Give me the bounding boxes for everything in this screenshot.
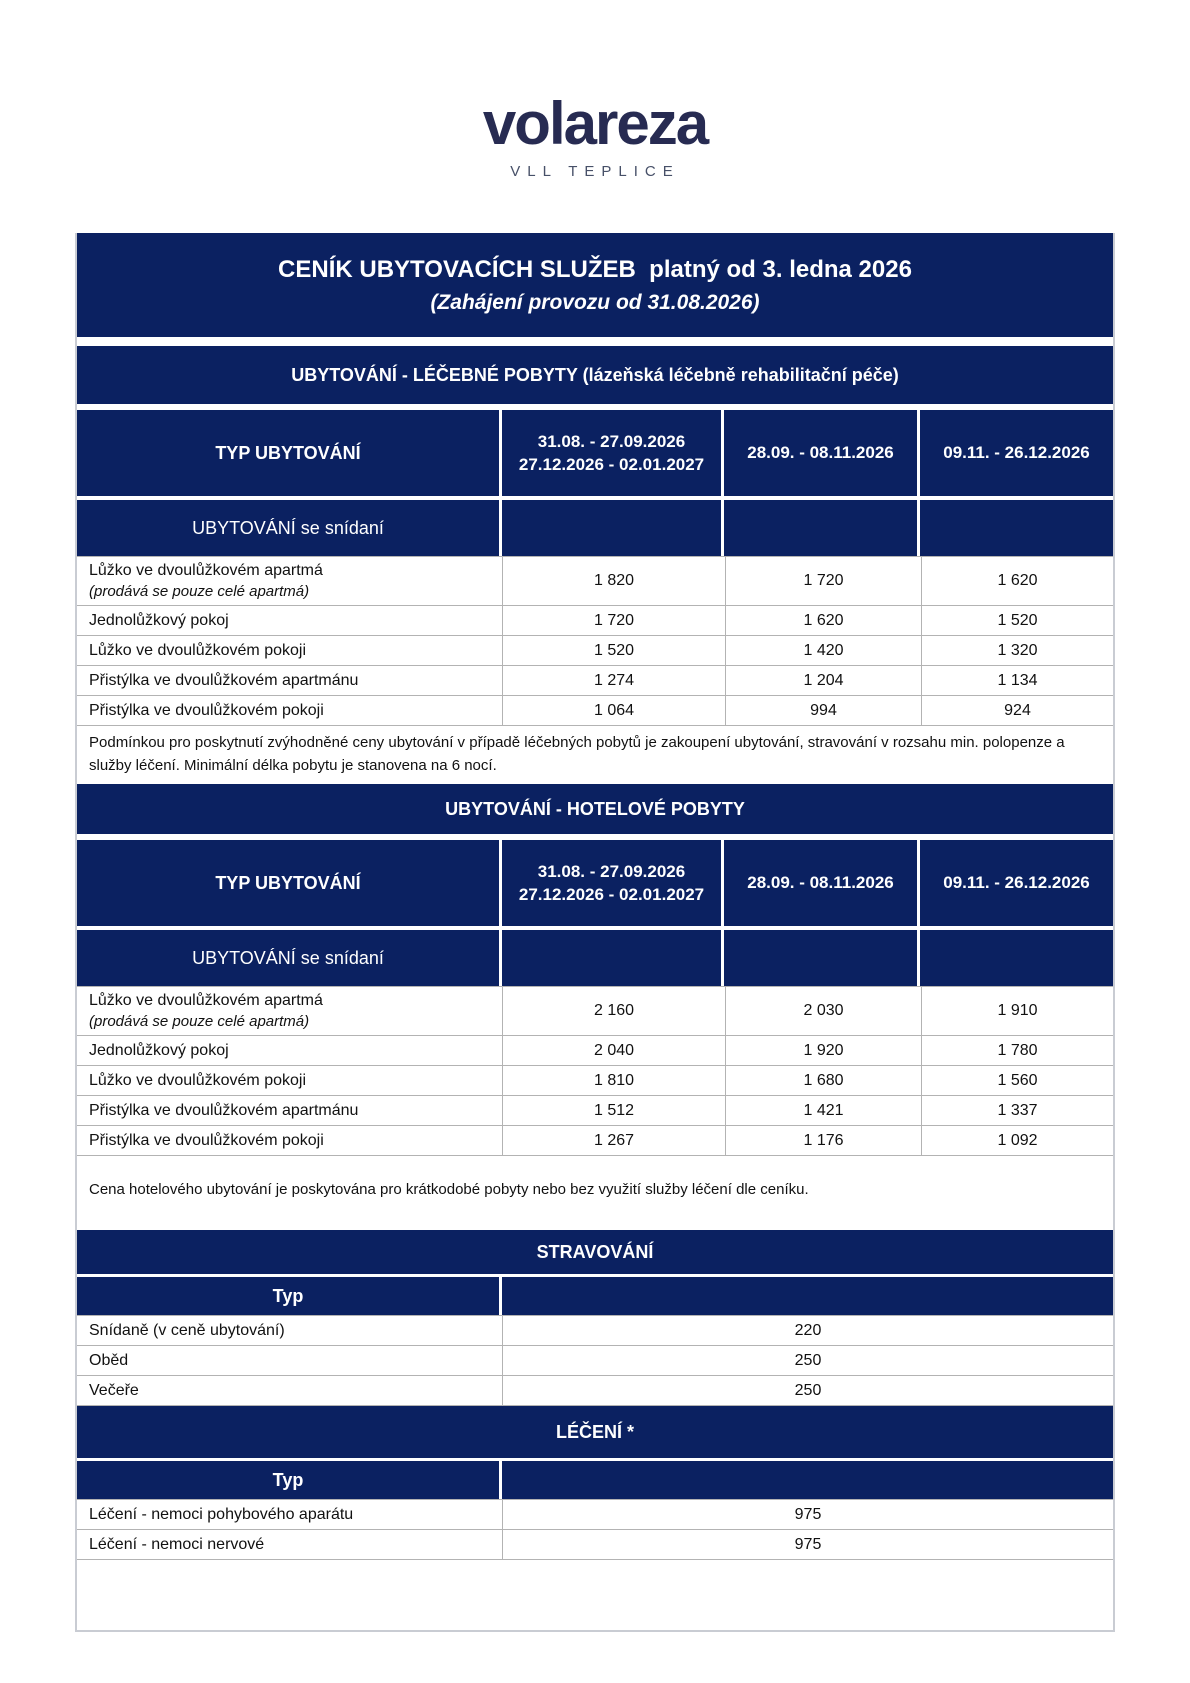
price-cell: 1 620 <box>921 557 1113 605</box>
column-header-typ-ubytovani: TYP UBYTOVÁNÍ <box>77 410 499 496</box>
subheader-empty-cell <box>920 500 1113 556</box>
room-type-label: Přistýlka ve dvoulůžkovém apartmánu <box>89 1102 359 1119</box>
logo-subtitle: VLL TEPLICE <box>510 163 680 180</box>
empty-footer-area <box>77 1560 1113 1630</box>
leceni-rows <box>77 1499 1113 1560</box>
meal-label: Večeře <box>89 1381 139 1399</box>
price-cell: 1 520 <box>502 636 725 665</box>
column-header-empty <box>502 1277 1113 1315</box>
room-type-label: Přistýlka ve dvoulůžkovém pokoji <box>89 1132 324 1149</box>
column-header-typ: Typ <box>77 1461 499 1499</box>
price-cell: 1 421 <box>725 1096 921 1125</box>
table-row <box>77 1376 1113 1406</box>
column-header-season1 <box>502 840 721 926</box>
table-row <box>77 1096 1113 1126</box>
table-row <box>77 1346 1113 1376</box>
price-cell: 1 176 <box>725 1126 921 1155</box>
room-type-subtext: (prodává se pouze celé apartmá) <box>89 583 310 600</box>
meal-label: Snídaně (v ceně ubytování) <box>89 1321 285 1339</box>
price-list-subtitle: (Zahájení provozu od 31.08.2026) <box>430 290 760 314</box>
price-cell: 1 512 <box>502 1096 725 1125</box>
lecebne-table-header <box>77 410 1113 496</box>
subheader-ubytovani-se-snidani: UBYTOVÁNÍ se snídaní <box>77 930 499 986</box>
column-header-season2: 28.09. - 08.11.2026 <box>724 840 917 926</box>
table-row <box>77 1316 1113 1346</box>
room-type-label: Přistýlka ve dvoulůžkovém pokoji <box>89 702 324 719</box>
price-cell: 1 064 <box>502 696 725 725</box>
subheader-empty-cell <box>502 930 721 986</box>
room-type-label <box>77 987 502 1035</box>
price-cell: 2 030 <box>725 987 921 1035</box>
price-cell: 1 134 <box>921 666 1113 695</box>
room-type-label: Lůžko ve dvoulůžkovém pokoji <box>89 1072 307 1089</box>
table-row <box>77 636 1113 666</box>
room-type-label: Jednolůžkový pokoj <box>89 612 229 629</box>
price-cell: 1 420 <box>725 636 921 665</box>
price-cell: 1 720 <box>725 557 921 605</box>
lecebne-subheader-row <box>77 500 1113 556</box>
price-cell: 1 620 <box>725 606 921 635</box>
table-row <box>77 557 1113 606</box>
subheader-empty-cell <box>502 500 721 556</box>
table-row <box>77 1036 1113 1066</box>
hotelove-rows <box>77 986 1113 1156</box>
price-cell: 1 274 <box>502 666 725 695</box>
price-cell: 250 <box>502 1346 1113 1375</box>
table-row <box>77 1500 1113 1530</box>
price-cell: 2 160 <box>502 987 725 1035</box>
section-header-hotelove: UBYTOVÁNÍ - HOTELOVÉ POBYTY <box>77 784 1113 834</box>
subheader-empty-cell <box>724 500 917 556</box>
subheader-empty-cell <box>724 930 917 986</box>
price-cell: 220 <box>502 1316 1113 1345</box>
price-cell: 1 267 <box>502 1126 725 1155</box>
room-type-subtext: (prodává se pouze celé apartmá) <box>89 1013 310 1030</box>
price-list-document <box>75 233 1115 1632</box>
room-type-text: Lůžko ve dvoulůžkovém apartmá <box>89 992 323 1009</box>
price-cell: 1 560 <box>921 1066 1113 1095</box>
stravovani-rows <box>77 1315 1113 1406</box>
section-header-leceni: LÉČENÍ * <box>77 1406 1113 1458</box>
season1-line1: 31.08. - 27.09.2026 <box>537 432 686 451</box>
season1-line1: 31.08. - 27.09.2026 <box>537 862 686 881</box>
room-type-label: Jednolůžkový pokoj <box>89 1042 229 1059</box>
subheader-empty-cell <box>920 930 1113 986</box>
column-header-season2: 28.09. - 08.11.2026 <box>724 410 917 496</box>
room-type-label: Přistýlka ve dvoulůžkovém apartmánu <box>89 672 359 689</box>
table-row <box>77 696 1113 726</box>
lecebne-note: Podmínkou pro poskytnutí zvýhodněné ceny ubytování v případě léčebných pobytů je zakoupení ubytování, stravování v rozsahu min. polopenze a služby léčení. Minimální délka pobytu je stanovena na 6 nocí. <box>77 726 1113 782</box>
price-cell: 1 092 <box>921 1126 1113 1155</box>
table-row <box>77 1126 1113 1156</box>
price-cell: 1 320 <box>921 636 1113 665</box>
price-cell: 1 520 <box>921 606 1113 635</box>
price-cell: 975 <box>502 1500 1113 1529</box>
subheader-ubytovani-se-snidani: UBYTOVÁNÍ se snídaní <box>77 500 499 556</box>
treatment-label: Léčení - nemoci pohybového aparátu <box>89 1505 354 1523</box>
treatment-label: Léčení - nemoci nervové <box>89 1535 265 1553</box>
price-cell: 975 <box>502 1530 1113 1559</box>
hotelove-table-header <box>77 840 1113 926</box>
column-header-season1 <box>502 410 721 496</box>
price-cell: 994 <box>725 696 921 725</box>
room-type-text: Lůžko ve dvoulůžkovém apartmá <box>89 562 323 579</box>
section-header-stravovani: STRAVOVÁNÍ <box>77 1230 1113 1274</box>
stravovani-table-header <box>77 1277 1113 1315</box>
price-cell: 924 <box>921 696 1113 725</box>
price-cell: 1 920 <box>725 1036 921 1065</box>
price-list-title: CENÍK UBYTOVACÍCH SLUŽEB platný od 3. ledna 2026 <box>278 255 912 283</box>
table-row <box>77 666 1113 696</box>
table-row <box>77 987 1113 1036</box>
table-row <box>77 1066 1113 1096</box>
season1-line2: 27.12.2026 - 02.01.2027 <box>518 455 705 474</box>
price-cell: 1 204 <box>725 666 921 695</box>
price-cell: 1 780 <box>921 1036 1113 1065</box>
column-header-typ: Typ <box>77 1277 499 1315</box>
hotelove-subheader-row <box>77 930 1113 986</box>
price-cell: 1 810 <box>502 1066 725 1095</box>
price-cell: 1 337 <box>921 1096 1113 1125</box>
leceni-table-header <box>77 1461 1113 1499</box>
price-cell: 250 <box>502 1376 1113 1405</box>
price-cell: 1 820 <box>502 557 725 605</box>
column-header-season3: 09.11. - 26.12.2026 <box>920 410 1113 496</box>
price-cell: 1 680 <box>725 1066 921 1095</box>
room-type-label: Lůžko ve dvoulůžkovém pokoji <box>89 642 307 659</box>
title-banner <box>77 233 1113 337</box>
price-cell: 1 910 <box>921 987 1113 1035</box>
table-row <box>77 606 1113 636</box>
logo-wordmark: volareza <box>482 90 708 157</box>
price-cell: 1 720 <box>502 606 725 635</box>
logo <box>0 90 1190 180</box>
column-header-season3: 09.11. - 26.12.2026 <box>920 840 1113 926</box>
section-header-lecebne: UBYTOVÁNÍ - LÉČEBNÉ POBYTY (lázeňská léčebně rehabilitační péče) <box>77 346 1113 404</box>
season1-line2: 27.12.2026 - 02.01.2027 <box>518 885 705 904</box>
column-header-typ-ubytovani: TYP UBYTOVÁNÍ <box>77 840 499 926</box>
room-type-label <box>77 557 502 605</box>
lecebne-rows <box>77 556 1113 726</box>
table-row <box>77 1530 1113 1560</box>
price-cell: 2 040 <box>502 1036 725 1065</box>
column-header-empty <box>502 1461 1113 1499</box>
meal-label: Oběd <box>89 1351 129 1369</box>
hotelove-note: Cena hotelového ubytování je poskytována pro krátkodobé pobyty nebo bez využití služby léčení dle ceníku. <box>77 1156 1113 1222</box>
